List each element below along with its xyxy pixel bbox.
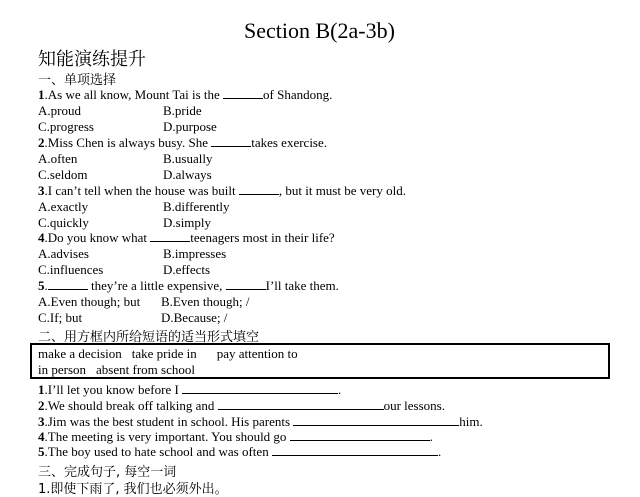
question-text: As we all know, Mount Tai is the: [47, 87, 224, 102]
phrase-item: make a decision: [38, 346, 122, 361]
option-c: C.If; but: [38, 310, 83, 325]
answer-blank-1: [48, 278, 88, 290]
sentence-number: 1: [38, 382, 45, 397]
sentence-text: Jim was the best student in school. His parents: [47, 414, 294, 429]
question-3: 3.I can’t tell when the house was built , but it must be very old.: [38, 183, 406, 198]
sentence-end: him.: [459, 414, 483, 429]
option-c: C.quickly: [38, 215, 89, 230]
option-d: D.effects: [163, 262, 211, 277]
option-b: B.Even though; /: [161, 294, 250, 309]
question-text: I can’t tell when the house was built: [47, 183, 239, 198]
section-3-first-line-cut: 1.即使下雨了, 我们也必须外出。: [38, 482, 228, 497]
option-d: D.simply: [163, 215, 212, 230]
question-number: 5: [38, 278, 45, 293]
question-text-end: takes exercise.: [251, 135, 328, 150]
answer-blank: [293, 414, 459, 426]
question-number: 4: [38, 230, 45, 245]
option-c: C.progress: [38, 119, 94, 134]
question-text-end: I’ll take them.: [265, 278, 339, 293]
sentence-number: 5: [38, 444, 45, 459]
option-a: A.advises: [38, 246, 89, 261]
question-5: 5. they’re a little expensive, I’ll take them.: [38, 278, 339, 293]
question-2: 2.Miss Chen is always busy. She takes exercise.: [38, 135, 328, 150]
sentence-end: .: [338, 382, 342, 397]
question-text-end: of Shandong.: [263, 87, 333, 102]
phrase-item: absent from school: [96, 362, 195, 377]
phrase-row-1: [38, 346, 298, 362]
sentence-text: The boy used to hate school and was often: [47, 444, 272, 459]
sentence-number: 4: [38, 429, 45, 444]
question-text-end: , but it must be very old.: [278, 183, 406, 198]
option-d: D.purpose: [163, 119, 217, 134]
fill-sentence-4: 4.The meeting is very important. You should go .: [38, 429, 433, 444]
question-text: they’re a little expensive,: [87, 278, 226, 293]
page-subtitle: 知能演练提升: [38, 49, 146, 70]
question-text: Do you know what: [47, 230, 151, 245]
option-b: B.impresses: [163, 246, 227, 261]
option-d: D.always: [163, 167, 212, 182]
sentence-number: 3: [38, 414, 45, 429]
answer-blank: [182, 382, 338, 394]
sentence-end: .: [429, 429, 433, 444]
sentence-text: We should break off talking and: [47, 398, 218, 413]
question-number: 2: [38, 135, 45, 150]
section-heading-2: 二、用方框内所给短语的适当形式填空: [38, 330, 260, 345]
question-text: Miss Chen is always busy. She: [47, 135, 212, 150]
question-1: 1.As we all know, Mount Tai is the of Shandong.: [38, 87, 333, 102]
answer-blank: [272, 444, 438, 456]
answer-blank-2: [226, 278, 266, 290]
question-number: 3: [38, 183, 45, 198]
option-a: A.often: [38, 151, 78, 166]
option-a: A.exactly: [38, 199, 89, 214]
question-text-end: teenagers most in their life?: [190, 230, 335, 245]
answer-blank: [239, 183, 279, 195]
section-heading-1: 一、单项选择: [38, 73, 117, 88]
answer-blank: [223, 87, 263, 99]
sentence-text: The meeting is very important. You should go: [47, 429, 290, 444]
option-a: A.proud: [38, 103, 81, 118]
option-b: B.pride: [163, 103, 202, 118]
question-number: 1: [38, 87, 45, 102]
option-d: D.Because; /: [161, 310, 228, 325]
answer-blank: [211, 135, 251, 147]
fill-sentence-3: 3.Jim was the best student in school. His parents him.: [38, 414, 483, 429]
fill-sentence-2: 2.We should break off talking and our lessons.: [38, 398, 445, 413]
option-c: C.seldom: [38, 167, 88, 182]
sentence-text: I’ll let you know before I: [47, 382, 183, 397]
option-c: C.influences: [38, 262, 104, 277]
phrase-item: pay attention to: [216, 346, 298, 361]
phrase-item: take pride in: [131, 346, 197, 361]
answer-blank: [150, 230, 190, 242]
option-a: A.Even though; but: [38, 294, 141, 309]
option-b: B.differently: [163, 199, 230, 214]
answer-blank: [218, 398, 384, 410]
question-4: 4.Do you know what teenagers most in their life?: [38, 230, 335, 245]
fill-sentence-5: 5.The boy used to hate school and was often .: [38, 444, 442, 459]
sentence-end: .: [437, 444, 442, 459]
answer-blank: [290, 429, 430, 441]
page-title: Section B(2a-3b): [244, 18, 395, 43]
sentence-number: 2: [38, 398, 45, 413]
phrase-item: in person: [38, 362, 87, 377]
sentence-end: our lessons.: [383, 398, 445, 413]
fill-sentence-1: 1.I’ll let you know before I .: [38, 382, 342, 397]
section-heading-3: 三、完成句子, 每空一词: [38, 465, 177, 480]
option-b: B.usually: [163, 151, 213, 166]
phrase-row-2: [38, 362, 195, 378]
